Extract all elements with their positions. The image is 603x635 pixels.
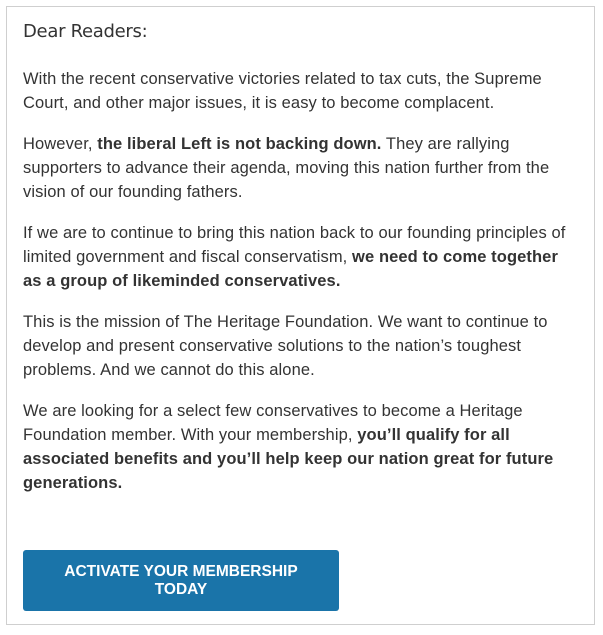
paragraph-2-text-pre: However, — [23, 135, 98, 153]
paragraph-5 — [23, 399, 579, 495]
paragraph-3-emphasis: we need to come together as a group of likeminded conservatives. — [23, 248, 558, 290]
paragraph-1 — [23, 67, 579, 115]
letter-greeting: Dear Readers: — [23, 21, 148, 42]
paragraph-4 — [23, 310, 579, 382]
paragraph-2-text-post: They are rallying supporters to advance their agenda, moving this nation further from the vision of our founding fathers. — [23, 135, 550, 201]
letter-card — [6, 6, 595, 625]
paragraph-2 — [23, 132, 579, 204]
activate-membership-button-label: ACTIVATE YOUR MEMBERSHIP TODAY — [64, 562, 298, 598]
paragraph-5-emphasis: you’ll qualify for all associated benefits and you’ll help keep our nation great for future generations. — [23, 426, 554, 492]
paragraph-5-text-pre: We are looking for a select few conservatives to become a Heritage Foundation member. With your membership, — [23, 402, 523, 444]
paragraph-3 — [23, 221, 579, 293]
letter-content — [23, 19, 579, 512]
paragraph-1-text: With the recent conservative victories related to tax cuts, the Supreme Court, and other major issues, it is easy to become complacent. — [23, 70, 542, 112]
activate-membership-button[interactable] — [23, 550, 339, 611]
paragraph-4-text: This is the mission of The Heritage Foundation. We want to continue to develop and present conservative solutions to the nation’s toughest problems. And we cannot do this alone. — [23, 313, 548, 379]
paragraph-3-text-pre: If we are to continue to bring this nation back to our founding principles of limited government and fiscal conservatism, — [23, 224, 566, 266]
paragraph-2-emphasis: the liberal Left is not backing down. — [97, 135, 382, 153]
